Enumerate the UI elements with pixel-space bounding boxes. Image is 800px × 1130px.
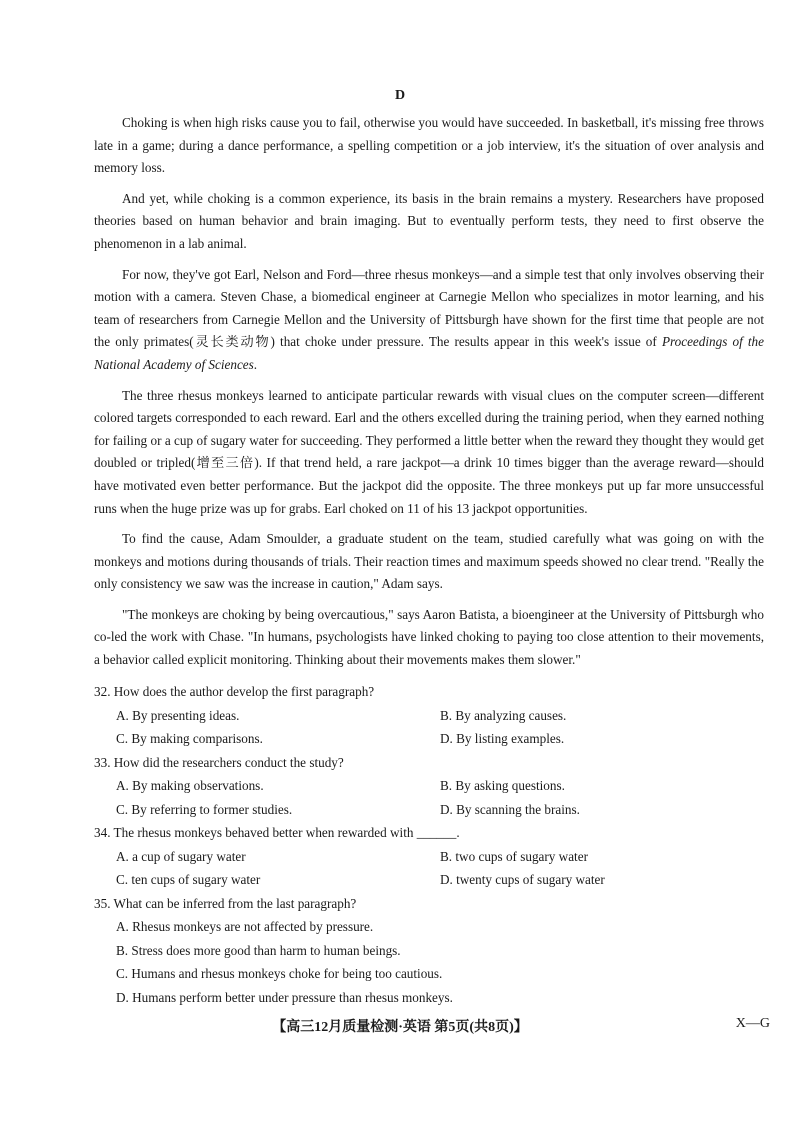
passage-paragraph-6: "The monkeys are choking by being overcautious," says Aaron Batista, a bioengineer at the University of Pittsburgh who co-led the work with Chase. "In humans, psychologists have linked choking to paying too close attention to their movements, a behavior called explicit monitoring. Thinking about their movements makes them slower." xyxy=(94,606,764,668)
option-32-b: B. By analyzing causes. xyxy=(440,707,567,723)
footer-code: X—G xyxy=(735,1016,770,1031)
question-32-stem: 32. How does the author develop the first paragraph? xyxy=(94,684,375,699)
option-32-a: A. By presenting ideas. xyxy=(116,707,240,723)
option-33-a: A. By making observations. xyxy=(116,778,264,793)
option-35-c: C. Humans and rhesus monkeys choke for being too cautious. xyxy=(116,966,443,981)
option-34-c: C. ten cups of sugary water xyxy=(116,872,261,887)
passage-paragraph-3 xyxy=(94,264,764,377)
question-33-options xyxy=(94,774,764,821)
section-heading: D xyxy=(394,88,406,103)
footer-title: 【高三12月质量检测·英语 第5页(共8页)】 xyxy=(272,1020,528,1035)
option-32-d: D. By listing examples. xyxy=(440,731,565,746)
question-list xyxy=(94,680,764,1009)
passage-paragraph-4: The three rhesus monkeys learned to anticipate particular rewards with visual clues on the computer screen—different colored targets corresponded to each reward. Earl and the others excelled during the training period, when they earned nothing for failing or a cup of sugary water for succeeding. They performed a little better when the reward they thought they would get doubled or tripled(增至三倍). If that trend held, a rare jackpot—a drink 10 times bigger than the average reward—should have motivated even better performance. But the jackpot did the opposite. The three monkeys put up far more unsuccessful runs when the huge prize was up for grabs. Earl choked on 11 of his 13 jackpot opportunities. xyxy=(94,387,764,516)
option-35-a: A. Rhesus monkeys are not affected by pressure. xyxy=(116,919,374,934)
option-35-b: B. Stress does more good than harm to human beings. xyxy=(116,942,401,958)
journal-name: Proceedings of the National Academy of Sciences xyxy=(94,334,764,372)
paragraph-3-text: For now, they've got Earl, Nelson and Ford—three rhesus monkeys—and a simple test that only involves observing their motion with a camera. Steven Chase, a biomedical engineer at Carnegie Mellon who specializes in motor learning, and his team of researchers from Carnegie Mellon and the University of Pittsburgh have shown for the first time that people are not the only primates(灵长类动物) that choke under pressure. The results appear in this week's issue of xyxy=(94,266,764,350)
option-34-a: A. a cup of sugary water xyxy=(116,848,246,864)
passage-paragraph-2: And yet, while choking is a common experience, its basis in the brain remains a mystery. Researchers have proposed theories based on human behavior and brain imaging. But to eventually perform tests, they need to first observe the phenomenon in a lab animal. xyxy=(94,190,764,251)
question-35-stem: 35. What can be inferred from the last paragraph? xyxy=(94,895,357,911)
passage-paragraph-1: Choking is when high risks cause you to fail, otherwise you would have succeeded. In basketball, it's missing free throws late in a game; during a dance performance, a spelling competition or a job interview, it's the situation of over analysis and memory loss. xyxy=(94,115,764,176)
option-34-d: D. twenty cups of sugary water xyxy=(440,872,605,887)
option-34-b: B. two cups of sugary water xyxy=(440,848,588,864)
question-32-options xyxy=(94,704,764,751)
option-33-d: D. By scanning the brains. xyxy=(440,801,580,817)
option-35-d: D. Humans perform better under pressure than rhesus monkeys. xyxy=(116,989,453,1005)
passage-paragraph-5: To find the cause, Adam Smoulder, a graduate student on the team, studied carefully what was going on with the monkeys and motions during thousands of trials. Their reaction times and maximum speeds showed no clear trend. "Really the only consistency we saw was the increase in caution," Adam says. xyxy=(94,531,764,592)
option-33-b: B. By asking questions. xyxy=(440,778,565,793)
question-34-stem: 34. The rhesus monkeys behaved better when rewarded with ______. xyxy=(94,825,460,840)
paragraph-3-end: . xyxy=(253,356,258,372)
option-33-c: C. By referring to former studies. xyxy=(116,801,293,817)
question-34-options xyxy=(94,845,764,892)
reading-passage xyxy=(94,112,764,680)
question-33-stem: 33. How did the researchers conduct the study? xyxy=(94,754,344,770)
option-32-c: C. By making comparisons. xyxy=(116,731,263,746)
